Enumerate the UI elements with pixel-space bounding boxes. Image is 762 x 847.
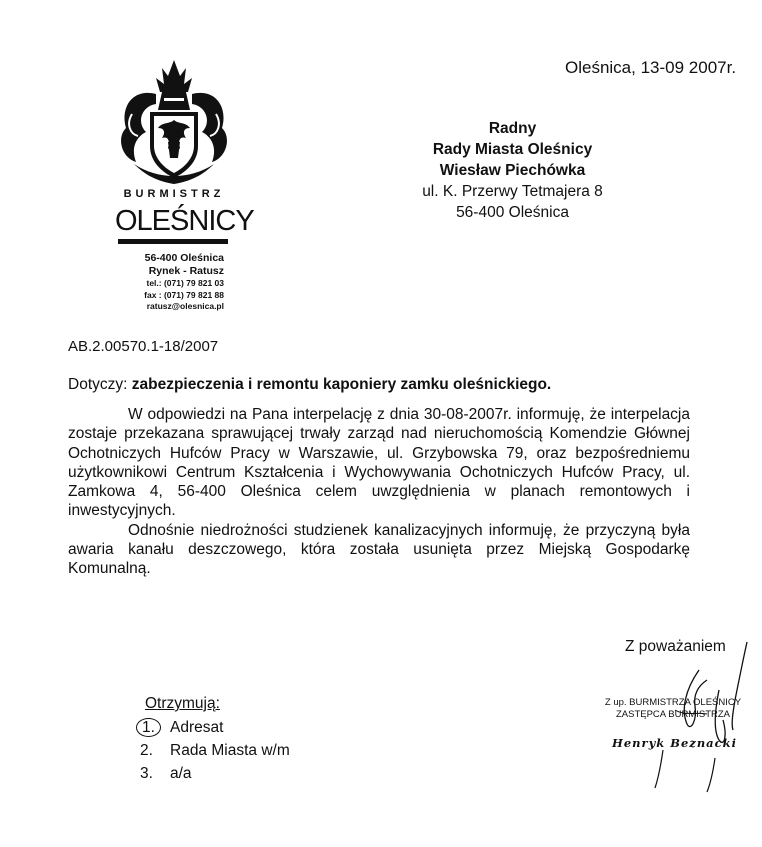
stamp-line: Z up. BURMISTRZA OLEŚNICY: [604, 697, 742, 708]
list-item: [140, 716, 290, 739]
item-label: a/a: [170, 765, 192, 782]
subject-text: zabezpieczenia i remontu kaponiery zamku oleśnickiego.: [131, 376, 552, 393]
email: ratusz@olesnica.pl: [146, 301, 224, 311]
item-number: 2.: [140, 742, 153, 759]
address-line: Rynek - Ratusz: [148, 265, 224, 277]
letterhead-address: [112, 252, 224, 313]
body-paragraph: Odnośnie niedrożności studzienek kanalizacyjnych informuję, że przyczyną była awaria kanału deszczowego, która została usunięta przez Miejską Gospodarkę Komunalną.: [68, 521, 690, 578]
subject-line: [68, 376, 551, 394]
handwritten-signature: [615, 640, 755, 805]
address-line: 56-400 Oleśnica: [144, 252, 224, 264]
list-item: [140, 739, 290, 762]
distribution-list: [140, 716, 290, 785]
closing: Z poważaniem: [625, 638, 726, 655]
item-label: Rada Miasta w/m: [170, 742, 290, 759]
recipient-city: 56-400 Oleśnica: [456, 204, 569, 221]
fax: fax : (071) 79 821 88: [144, 289, 224, 300]
list-item: [140, 762, 290, 785]
item-number: 1.: [136, 718, 161, 737]
recipient-name: Wiesław Piechówka: [439, 162, 586, 179]
letterhead-title: BURMISTRZ: [123, 188, 225, 200]
wordmark-underline: [118, 239, 228, 244]
item-label: Adresat: [170, 719, 224, 736]
signatory-name: Henryk Beznacki: [612, 736, 737, 750]
letter-date: Oleśnica, 13-09 2007r.: [565, 58, 737, 77]
recipient-line: Rady Miasta Oleśnicy: [432, 141, 593, 158]
body-paragraph: W odpowiedzi na Pana interpelację z dnia 30-08-2007r. informuję, że interpelacja zostaje przekazana sprawującej trwały zarząd nad nieruchomością Komendzie Głównej Ochotniczych Hufców Pracy w Warszawie, ul. Grzybowska 79, oraz bezpośredniemu użytkownikowi Centrum Kształcenia i Wychowywania Ochotniczych Hufców Pracy, ul. Zamkowa 4, 56-400 Oleśnica celem uwzględnienia w planach remontowych i inwestycyjnych.: [68, 406, 690, 520]
recipient-block: [400, 118, 625, 223]
distribution-title: Otrzymują:: [145, 695, 220, 712]
letterhead-wordmark: OLEŚNICY: [115, 205, 254, 237]
reference-number: AB.2.00570.1-18/2007: [68, 338, 219, 355]
recipient-line: Radny: [488, 120, 537, 137]
recipient-street: ul. K. Przerwy Tetmajera 8: [422, 183, 603, 200]
phone: tel.: (071) 79 821 03: [146, 278, 224, 288]
subject-label: Dotyczy:: [68, 376, 128, 393]
stamp-line: ZASTĘPCA BURMISTRZA: [615, 709, 730, 720]
signature-stamp: [593, 697, 753, 721]
letter-body: [68, 405, 690, 579]
item-number: 3.: [140, 765, 153, 782]
coat-of-arms-logo: [112, 58, 237, 188]
